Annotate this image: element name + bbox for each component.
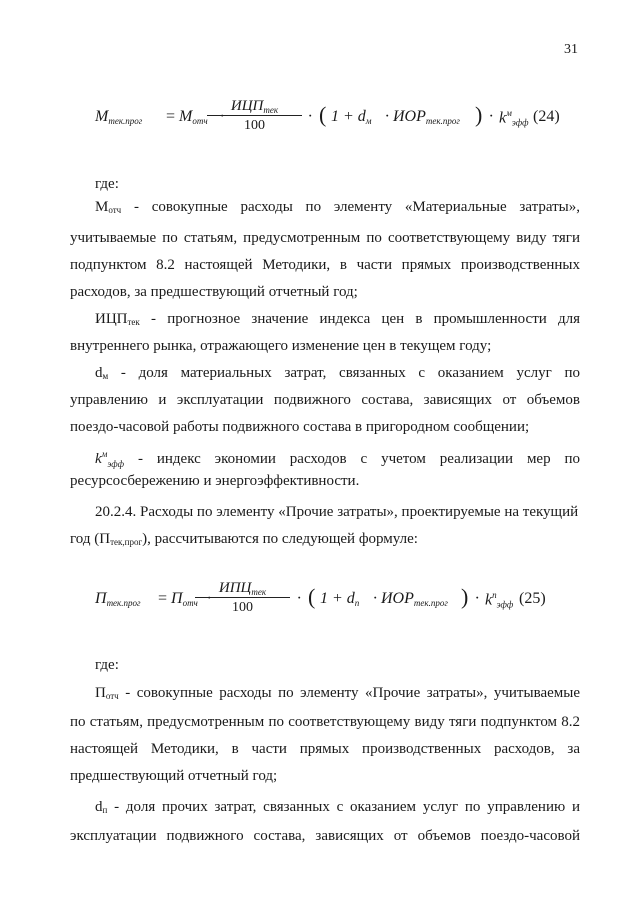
p7-line-2: эксплуатации подвижного состава, зависящих от объемов поездо-часовой <box>70 828 580 844</box>
p3-line-1: dм - доля материальных затрат, связанных с оказанием услуг по <box>95 365 580 381</box>
eq24-ior: · $ИОР_{тек.прог}$ <box>385 108 460 126</box>
eq24-m-otch: $М_{отч}$ <box>179 108 208 126</box>
eq25-number: (25) <box>519 590 546 607</box>
p4-line-1: $k^м_{эфф}$ - индекс экономии расходов с учетом реализации мер по <box>95 449 581 469</box>
eq25-k-eff: $k^п_{эфф}$ <box>485 590 514 610</box>
p1-line-3: подпунктом 8.2 настоящей Методики, в части прямых производственных <box>70 257 580 273</box>
p4-line-2: ресурсосбережению и энергоэффективности. <box>70 473 360 489</box>
eq25-p-otch: $П_{отч}$ <box>171 590 198 608</box>
eq25-lhs: $П_{тек.прог}$ <box>95 590 141 608</box>
p1-line-2: учитываемые по статьям, предусмотренным по соответствующему виду тяги <box>70 230 580 246</box>
eq24-fraction: $ИЦП_{тек}$ 100 <box>207 98 302 134</box>
eq24-dot-2: · <box>308 108 312 125</box>
eq24-paren-close: ) <box>475 102 483 127</box>
eq24-number: (24) <box>533 108 560 125</box>
page-number: 31 <box>564 42 578 57</box>
p2-line-1: ИЦПтек - прогнозное значение индекса цен в промышленности для <box>95 311 581 327</box>
p6-line-1: Потч - совокупные расходы по элементу «Прочие затраты», учитываемые <box>95 685 580 701</box>
p1-line-1: Мотч - совокупные расходы по элементу «Материальные затраты», <box>95 199 581 215</box>
eq25-dot-3: · <box>475 590 479 607</box>
eq24-k-eff: $k^м_{эфф}$ <box>499 108 529 128</box>
p7-line-1: dп - доля прочих затрат, связанных с оказанием услуг по управлению и <box>95 799 581 815</box>
p2-line-2: внутреннего рынка, отражающего изменение цен в текущем году; <box>70 338 492 354</box>
p1-line-4: расходов, за предшествующий отчетный год; <box>70 284 358 300</box>
eq24-one-plus-d: $1 + d_м$ <box>331 108 372 126</box>
eq24-paren-open: ( <box>319 102 327 127</box>
eq25-ior: · $ИОР_{тек.прог}$ <box>373 590 448 608</box>
p6-line-4: предшествующий отчетный год; <box>70 768 278 784</box>
eq25-fraction: $ИПЦ_{тек}$ 100 <box>195 580 290 616</box>
formula-24 <box>95 98 565 142</box>
p5-line-1: 20.2.4. Расходы по элементу «Прочие затраты», проектируемые на текущий <box>95 504 579 520</box>
p6-line-3: настоящей Методики, в части прямых производственных расходов, за <box>70 741 580 757</box>
p5-line-2: год (Птек,прог), рассчитываются по следующей формуле: <box>70 531 418 547</box>
eq24-dot-3: · <box>489 108 493 125</box>
eq24-dot-1: · <box>220 108 224 125</box>
where-label-2: где: <box>95 657 119 673</box>
eq25-paren-close: ) <box>461 584 469 609</box>
p3-line-2: управлению и эксплуатации подвижного состава, зависящих от объемов <box>70 392 580 408</box>
eq25-dot-1: · <box>207 590 211 607</box>
p6-line-2: по статьям, предусмотренным по соответствующему виду тяги подпунктом 8.2 <box>70 714 580 730</box>
eq25-equals: = <box>157 590 168 607</box>
eq25-dot-2: · <box>297 590 301 607</box>
eq25-paren-open: ( <box>308 584 316 609</box>
formula-25 <box>95 580 565 624</box>
eq25-one-plus-d: $1 + d_п$ <box>320 590 360 608</box>
p3-line-3: поездо-часовой работы подвижного состава в пригородном сообщении; <box>70 419 530 435</box>
where-label-1: где: <box>95 176 119 192</box>
eq24-lhs: $М_{тек.прог}$ <box>95 108 143 126</box>
eq24-equals: = <box>165 108 176 125</box>
